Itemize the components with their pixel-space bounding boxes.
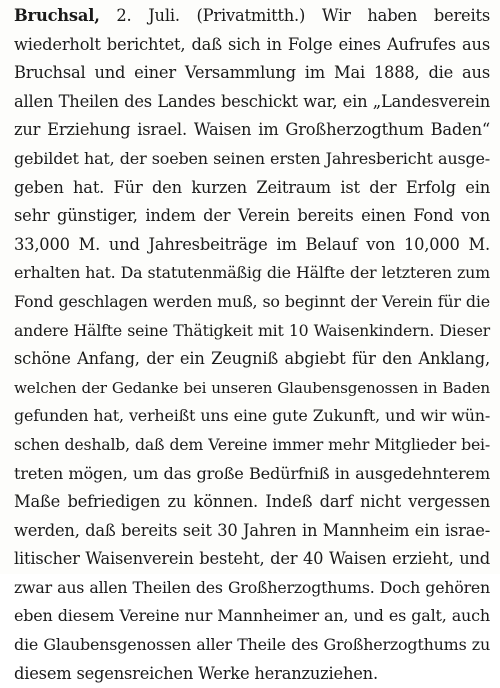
text-line: schen deshalb, daß dem Vereine immer mehr Mitglieder bei- [14, 434, 490, 454]
text-line: eben diesem Vereine nur Mannheimer an, und es galt, auch [14, 606, 490, 626]
dateline-place: Bruchsal, [14, 6, 100, 25]
text-line: 33,000 M. und Jahresbeiträge im Belauf von 10,000 M. [14, 234, 490, 254]
text-line: geben hat. Für den kurzen Zeitraum ist der Erfolg ein [14, 177, 490, 197]
text-line: schöne Anfang, der ein Zeugniß abgiebt für den Anklang, [14, 349, 490, 369]
text-line: zwar aus allen Theilen des Großherzogthums. Doch gehören [14, 577, 490, 597]
text-line: andere Hälfte seine Thätigkeit mit 10 Waisenkindern. Dieser [14, 320, 490, 340]
text-line: welchen der Gedanke bei unseren Glaubensgenossen in Baden [14, 378, 490, 397]
text-line: sehr günstiger, indem der Verein bereits einen Fond von [14, 206, 490, 226]
text-line: litischer Waisenverein besteht, der 40 Waisen erzieht, und [14, 549, 490, 569]
text-line: zur Erziehung israel. Waisen im Großherzogthum Baden“ [14, 120, 490, 140]
text-line: gefunden hat, verheißt uns eine gute Zukunft, und wir wün- [14, 406, 490, 426]
text-line: diesem segensreichen Werke heranzuziehen. [14, 663, 378, 683]
text-line: wiederholt berichtet, daß sich in Folge eines Aufrufes aus [14, 34, 490, 54]
text-line: erhalten hat. Da statutenmäßig die Hälfte der letzteren zum [14, 263, 490, 283]
text-line: treten mögen, um das große Bedürfniß in ausgedehnterem [14, 463, 490, 483]
article-text [14, 2, 490, 688]
text-line: allen Theilen des Landes beschickt war, ein „Landesverein [14, 91, 490, 111]
text-line: Fond geschlagen werden muß, so beginnt der Verein für die [14, 291, 490, 311]
dateline-rest: 2. Juli. (Privatmitth.) Wir haben bereits [99, 6, 490, 25]
text-line: Maße befriedigen zu können. Indeß darf nicht vergessen [14, 492, 490, 512]
text-line: werden, daß bereits seit 30 Jahren in Mannheim ein israe- [14, 520, 490, 540]
text-line: die Glaubensgenossen aller Theile des Großherzogthums zu [14, 635, 490, 655]
text-line [14, 2, 490, 31]
text-line: gebildet hat, der soeben seinen ersten Jahresbericht ausge- [14, 148, 490, 168]
text-line: Bruchsal und einer Versammlung im Mai 1888, die aus [14, 63, 490, 83]
